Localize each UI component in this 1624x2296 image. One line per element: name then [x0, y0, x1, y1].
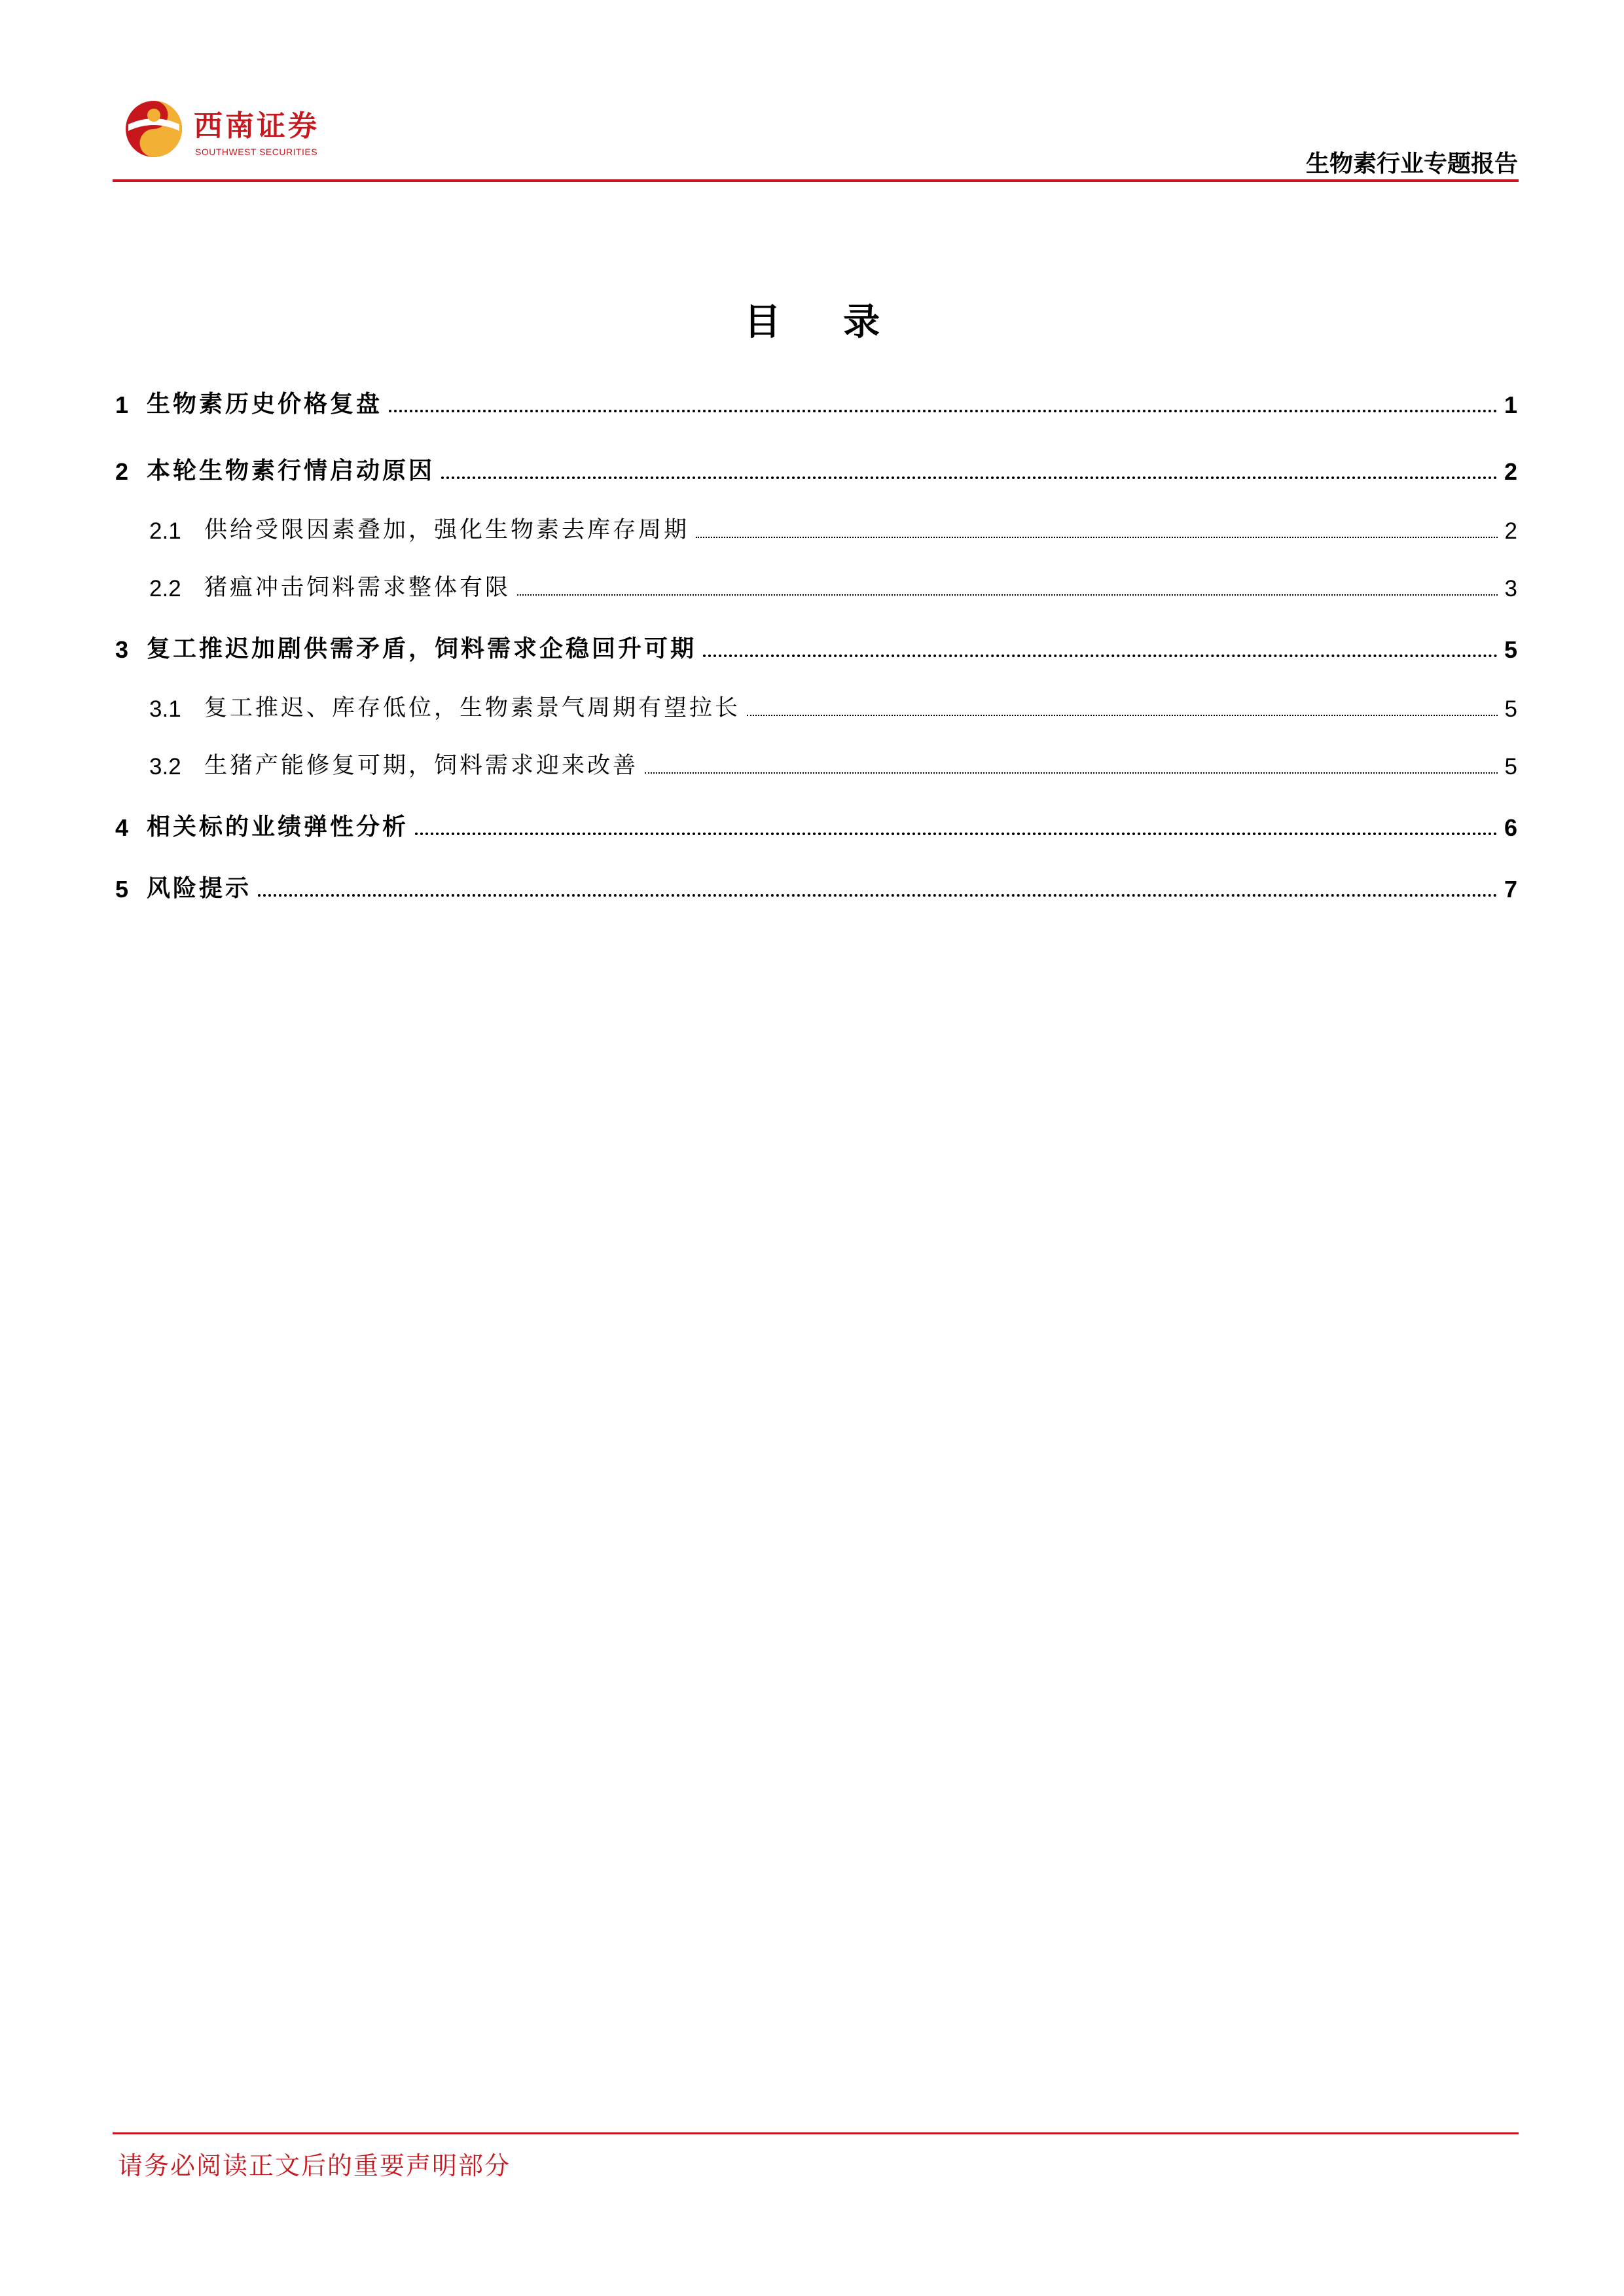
toc-entry-page: 6	[1504, 814, 1517, 841]
toc-dot-leader	[645, 772, 1498, 774]
toc-entry[interactable]	[115, 683, 1517, 723]
toc-entry-number: 2.1	[149, 518, 181, 544]
toc-dot-leader	[703, 655, 1498, 657]
toc-entry-number: 2.2	[149, 576, 181, 601]
toc-dot-leader	[747, 715, 1498, 716]
toc-entry[interactable]	[115, 864, 1517, 903]
toc-entry-label: 生猪产能修复可期，饲料需求迎来改善	[204, 753, 639, 779]
disclaimer-note: 请务必阅读正文后的重要声明部分	[118, 2151, 511, 2180]
toc-dot-leader	[441, 476, 1498, 479]
toc-dot-leader	[415, 833, 1498, 835]
toc-entry-number: 4	[115, 814, 129, 841]
toc-entry[interactable]	[115, 802, 1517, 842]
logo-subtext: SOUTHWEST SECURITIES	[195, 147, 318, 157]
toc-entry[interactable]	[115, 380, 1517, 419]
toc-entry-page: 5	[1504, 696, 1517, 722]
toc-entry-page: 3	[1504, 576, 1517, 601]
toc-entry[interactable]	[115, 624, 1517, 664]
toc-entry-label: 猪瘟冲击饲料需求整体有限	[204, 575, 511, 601]
toc-entry-label: 供给受限因素叠加，强化生物素去库存周期	[204, 517, 690, 543]
toc-entry-page: 2	[1504, 458, 1517, 485]
toc-entry-number: 3	[115, 636, 129, 663]
report-type-label: 生物素行业专题报告	[1305, 151, 1518, 177]
toc-entry-number: 2	[115, 458, 129, 485]
logo-text: 西南证券	[194, 109, 319, 143]
toc-entry-label: 复工推迟、库存低位，生物素景气周期有望拉长	[204, 695, 741, 721]
toc-entry-label: 风险提示	[147, 875, 252, 902]
toc-entry-page: 2	[1504, 518, 1517, 544]
toc-entry-page: 1	[1504, 391, 1517, 418]
toc-entry-label: 相关标的业绩弹性分析	[147, 814, 409, 840]
toc-dot-leader	[696, 537, 1498, 538]
toc-entry-label: 本轮生物素行情启动原因	[147, 457, 435, 484]
toc-entry-page: 5	[1504, 636, 1517, 663]
header-divider	[113, 179, 1519, 182]
toc-dot-leader	[517, 594, 1498, 596]
toc-entry-number: 3.1	[149, 696, 181, 722]
toc-entry[interactable]	[115, 741, 1517, 780]
toc-entry-label: 复工推迟加剧供需矛盾，饲料需求企稳回升可期	[147, 636, 697, 662]
toc-entry-number: 1	[115, 391, 129, 418]
toc-entry-label: 生物素历史价格复盘	[147, 391, 383, 418]
toc-entry-number: 5	[115, 876, 129, 903]
toc-dot-leader	[258, 894, 1498, 897]
toc-entry[interactable]	[115, 446, 1517, 486]
company-logo	[124, 98, 340, 164]
toc-entry-number: 3.2	[149, 754, 181, 780]
toc-entry-page: 7	[1504, 876, 1517, 903]
toc-dot-leader	[389, 410, 1498, 412]
toc-entry[interactable]	[115, 505, 1517, 545]
logo-emblem-icon	[124, 99, 183, 158]
footer-divider	[113, 2132, 1519, 2134]
toc-entry[interactable]	[115, 563, 1517, 602]
toc-entry-page: 5	[1504, 754, 1517, 780]
toc-title: 目 录	[744, 301, 905, 344]
